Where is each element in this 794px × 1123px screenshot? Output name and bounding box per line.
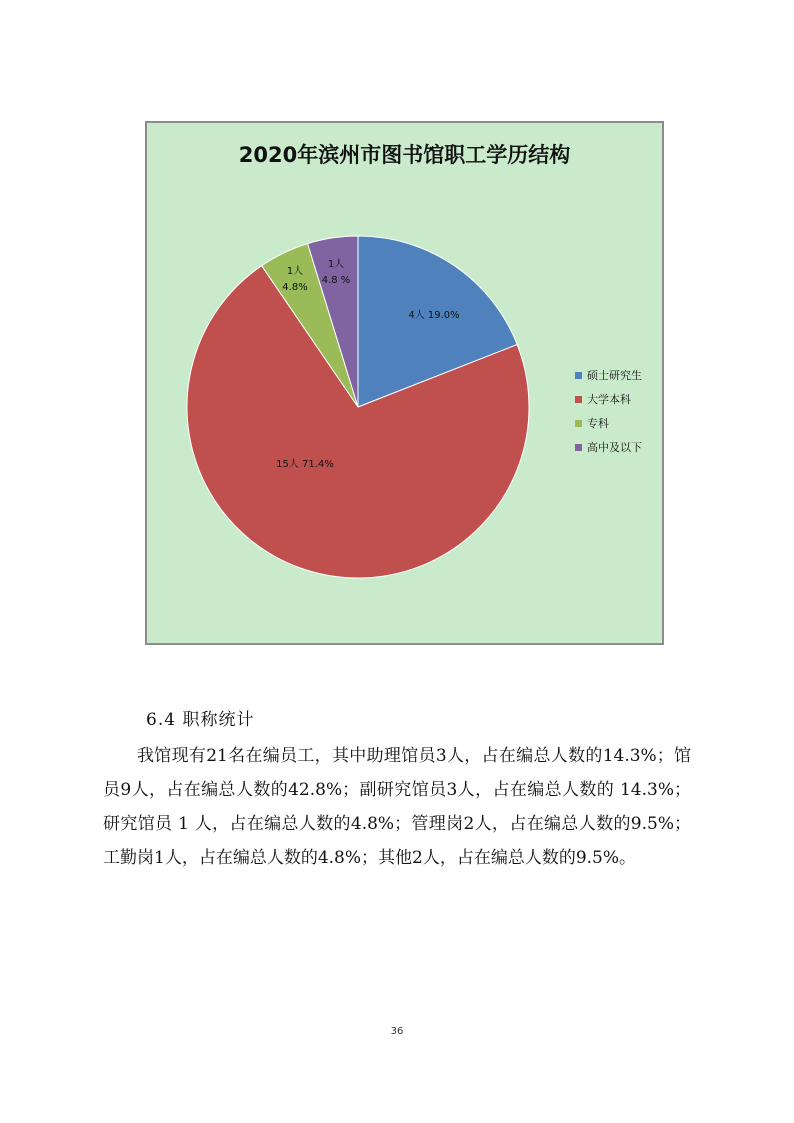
legend-label: 专科 [587,417,609,430]
page-number: 36 [390,1026,404,1037]
pie-data-label-0: 4人 19.0% [408,310,460,321]
chart-title: 2020年滨州市图书馆职工学历结构 [238,143,571,167]
pie-data-label-2: 1人 4.8% [282,266,308,293]
legend-item-college [575,411,642,435]
legend-swatch [575,396,582,403]
pie-data-label-3: 1人 4.8 % [321,259,351,286]
legend-swatch [575,420,582,427]
legend-item-highschool [575,435,642,459]
legend-label: 高中及以下 [587,441,642,454]
pie-data-label-1: 15人 71.4% [276,459,334,470]
legend-swatch [575,372,582,379]
legend-label: 大学本科 [587,393,631,406]
legend-label: 硕士研究生 [587,369,642,382]
legend-item-bachelor [575,387,642,411]
chart-legend [575,363,642,459]
section-heading: 6.4 职称统计 [146,710,255,730]
legend-swatch [575,444,582,451]
body-paragraph: 我馆现有21名在编员工，其中助理馆员3人，占在编总人数的14.3%；馆员9人，占在编总人数的42.8%；副研究馆员3人，占在编总人数的 14.3%；研究馆员 1 人，占在编总人数的4.8%；管理岗2人，占在编总人数的9.5%；工勤岗1人，占在编总人数的4.8%；其他2人，占在编总人数的9.5%。 [103,746,691,868]
chart-frame [145,121,664,645]
legend-item-master [575,363,642,387]
